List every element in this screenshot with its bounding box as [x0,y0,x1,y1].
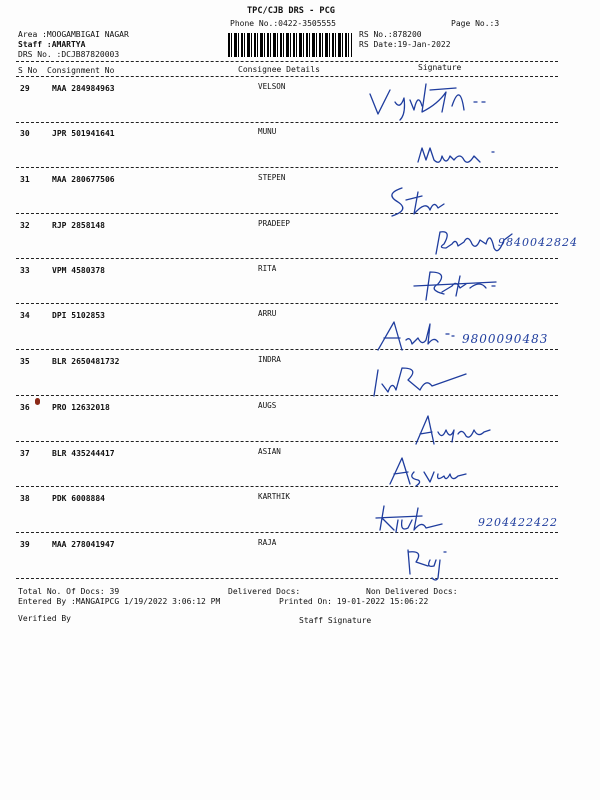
table-row [0,129,600,175]
divider [16,532,558,533]
divider [16,76,558,77]
handwritten-phone: 9840042824 [498,236,578,249]
rs-date: RS Date:19-Jan-2022 [359,40,451,49]
row-consignment: MAA 278041947 [52,540,115,549]
row-consignment: MAA 284984963 [52,84,115,93]
row-consignee: INDRA [258,355,281,364]
row-consignment: DPI 5102853 [52,311,105,320]
row-sno: 29 [20,84,30,93]
staff-label: Staff :AMARTYA [18,40,86,49]
delivered-docs: Delivered Docs: [228,587,301,596]
row-consignee: AUGS [258,401,277,410]
divider [16,441,558,442]
divider [16,122,558,123]
row-sno: 36 [20,403,30,412]
row-consignment: JPR 501941641 [52,129,115,138]
divider [16,395,558,396]
verified-by: Verified By [18,614,71,623]
col-consignment: Consignment No [47,66,115,75]
row-consignee: RITA [258,264,277,273]
divider [16,167,558,168]
divider [16,303,558,304]
table-row [0,403,600,449]
divider [16,61,558,62]
divider [16,349,558,350]
row-consignment: BLR 435244417 [52,449,115,458]
divider [16,213,558,214]
entered-by: Entered By :MANGAIPCG 1/19/2022 3:06:12 PM [18,597,221,606]
table-row [0,540,600,586]
row-consignee: MUNU [258,127,277,136]
printed-on: Printed On: 19-01-2022 15:06:22 [279,597,429,606]
table-row [0,266,600,312]
row-consignee: ASIAN [258,447,281,456]
barcode [228,33,352,57]
table-row [0,357,600,403]
row-sno: 39 [20,540,30,549]
handwritten-phone: 9800090483 [462,332,549,346]
row-sno: 31 [20,175,30,184]
row-consignment: PRO 12632018 [52,403,110,412]
row-consignment: PDK 6008884 [52,494,105,503]
row-consignment: VPM 4580378 [52,266,105,275]
row-consignee: KARTHIK [258,492,291,501]
row-sno: 33 [20,266,30,275]
row-consignee: ARRU [258,309,277,318]
rs-number: RS No.:878200 [359,30,422,39]
col-sno: S No [18,66,38,75]
divider [16,578,558,579]
table-row [0,84,600,130]
total-docs: Total No. Of Docs: 39 [18,587,120,596]
row-sno: 30 [20,129,30,138]
staff-signature: Staff Signature [299,616,372,625]
row-consignee: VELSON [258,82,286,91]
page-number: Page No.:3 [451,19,500,28]
row-sno: 34 [20,311,30,320]
row-consignment: MAA 280677506 [52,175,115,184]
col-signature: Signature [418,63,462,72]
row-sno: 35 [20,357,30,366]
row-sno: 37 [20,449,30,458]
table-row [0,449,600,495]
non-delivered-docs: Non Delivered Docs: [366,587,458,596]
row-consignee: PRADEEP [258,219,291,228]
handwritten-phone: 9204422422 [478,516,558,529]
table-row [0,175,600,221]
doc-title: TPC/CJB DRS - PCG [247,6,335,16]
row-consignment: BLR 2650481732 [52,357,120,366]
row-consignee: RAJA [258,538,277,547]
row-sno: 38 [20,494,30,503]
col-consignee: Consignee Details [238,65,320,74]
ink-speck [35,398,40,405]
phone-number: Phone No.:0422-3505555 [230,19,336,28]
row-consignment: RJP 2858148 [52,221,105,230]
row-consignee: STEPEN [258,173,286,182]
divider [16,486,558,487]
area-label: Area :MOOGAMBIGAI NAGAR [18,30,129,39]
divider [16,258,558,259]
drs-number: DRS No. :DCJB87820003 [18,50,120,59]
row-sno: 32 [20,221,30,230]
